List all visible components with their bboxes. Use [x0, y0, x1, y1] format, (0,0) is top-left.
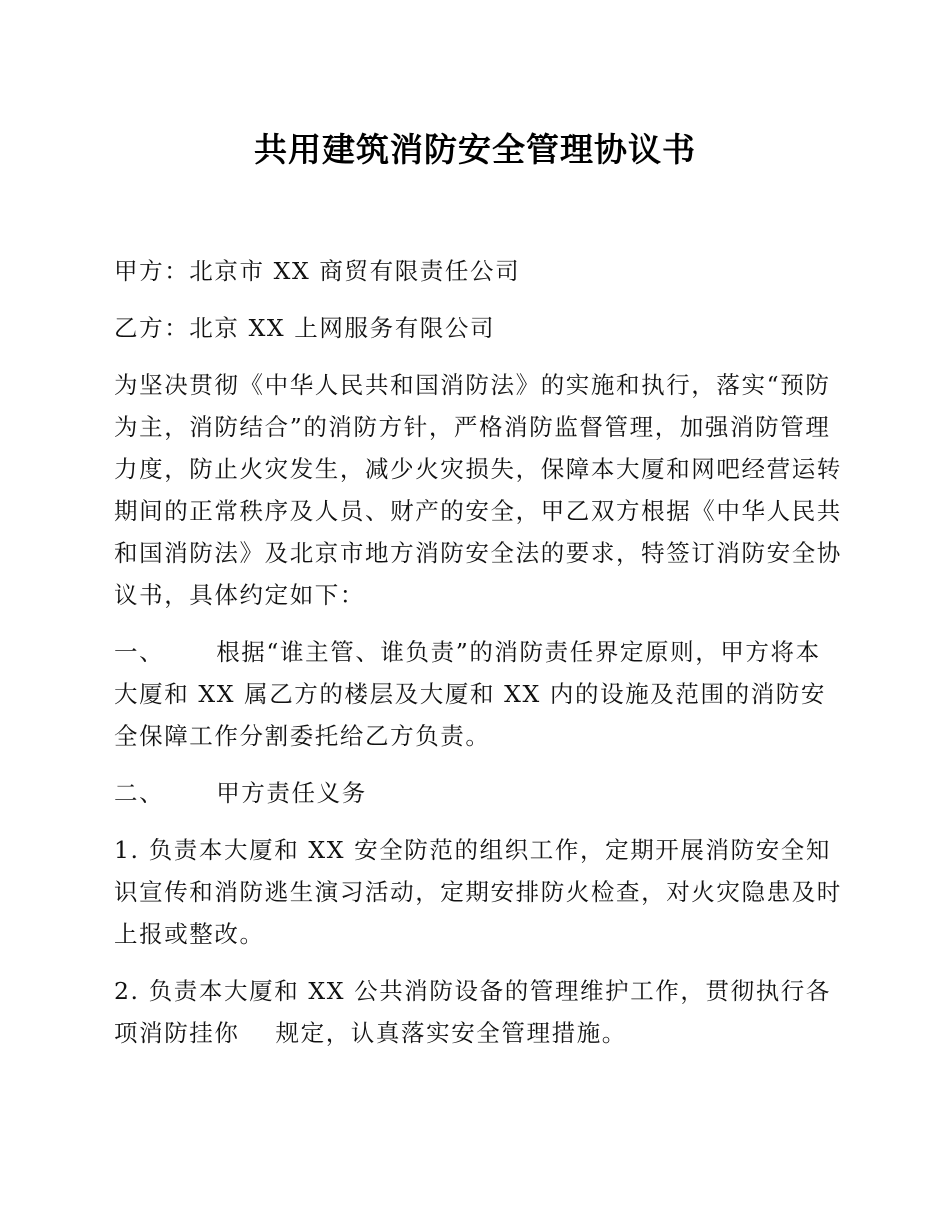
item-one-paragraph: 1. 负责本大厦和 XX 安全防范的组织工作，定期开展消防安全知识宣传和消防逃生演习活动，定期安排防火检查，对火灾隐患及时上报或整改。: [114, 836, 842, 948]
party-a-line: 甲方：北京市 XX 商贸有限责任公司: [114, 257, 521, 285]
item-two-text-start: 2. 负责本大厦和 XX 公共消防设备的管理维护工作，贯彻执行各项消防挂你: [114, 977, 831, 1047]
document-body: [114, 250, 844, 1069]
section-two-heading: [114, 772, 844, 814]
party-b-line: 乙方：北京 XX 上网服务有限公司: [114, 314, 496, 342]
section-two-number: 二、: [114, 779, 165, 807]
section-one-number: 一、: [114, 638, 165, 666]
section-one-text: 根据“谁主管、谁负责”的消防责任界定原则，甲方将本大厦和 XX 属乙方的楼层及大厦和 XX 内的设施及范围的消防安全保障工作分割委托给乙方负责。: [114, 638, 826, 750]
section-one-paragraph: [114, 631, 844, 757]
section-two-text: 甲方责任义务: [216, 779, 367, 807]
item-two-text-end: 规定，认真落实安全管理措施。: [275, 1019, 627, 1047]
preamble-paragraph: 为坚决贯彻《中华人民共和国消防法》的实施和执行，落实“预防为主，消防结合”的消防方针，严格消防监督管理，加强消防管理力度，防止火灾发生，减少火灾损失，保障本大厦和网吧经营运转期间的正常秩序及人员、财产的安全，甲乙双方根据《中华人民共和国消防法》及北京市地方消防安全法的要求，特签订消防安全协议书，具体约定如下：: [114, 371, 842, 609]
item-two-paragraph: [114, 970, 844, 1054]
document-title: 共用建筑消防安全管理协议书: [254, 130, 696, 169]
